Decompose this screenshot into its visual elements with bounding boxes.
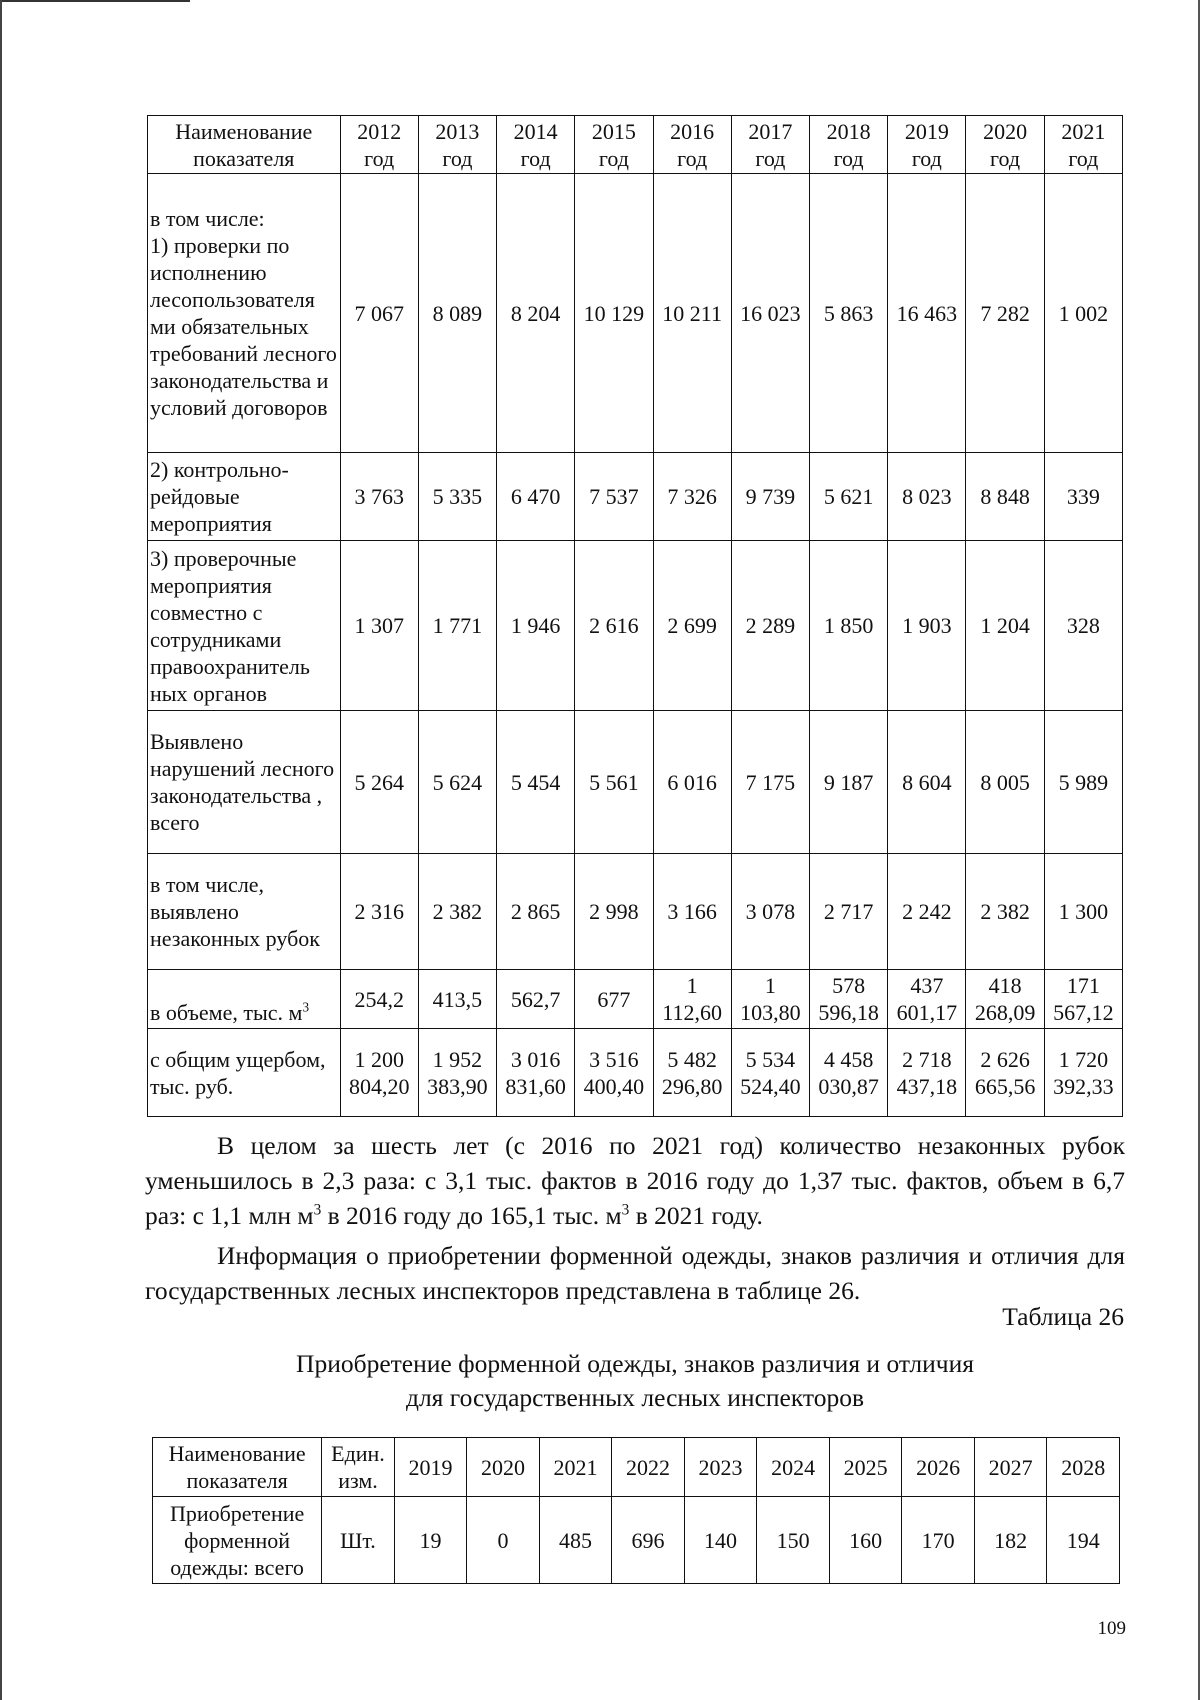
cell-value: 170 — [902, 1497, 975, 1584]
cell-value: 328 — [1044, 541, 1122, 711]
cell-value: 578 596,18 — [809, 970, 887, 1029]
table-row — [148, 970, 1123, 1029]
cell-value: 413,5 — [418, 970, 496, 1029]
row-label: Выявлено нарушений лесного законодательства , всего — [148, 711, 341, 854]
cell-value: 5 454 — [497, 711, 575, 854]
row-label: Приобретение форменной одежды: всего — [153, 1497, 322, 1584]
cell-value: 5 624 — [418, 711, 496, 854]
row-label-text: в объеме, тыс. м — [150, 1000, 303, 1025]
row-label: 2) контрольно-рейдовые мероприятия — [148, 453, 341, 541]
cell-value: 194 — [1047, 1497, 1120, 1584]
uniform-purchase-table — [152, 1437, 1120, 1584]
header-year: 2028 — [1047, 1438, 1120, 1497]
header-year: 2021 год — [1044, 116, 1122, 174]
cell-value: 2 382 — [418, 854, 496, 970]
cell-value: 7 537 — [575, 453, 653, 541]
cell-value: 6 470 — [497, 453, 575, 541]
cell-value: 1 112,60 — [653, 970, 731, 1029]
header-year: 2027 — [974, 1438, 1047, 1497]
cell-value: 7 067 — [340, 174, 418, 453]
cell-value: 2 242 — [888, 854, 966, 970]
table-row — [148, 711, 1123, 854]
scan-edge-left — [0, 0, 2, 1700]
cell-value: 339 — [1044, 453, 1122, 541]
cell-value: 1 300 — [1044, 854, 1122, 970]
table-row — [153, 1497, 1120, 1584]
header-year: 2012 год — [340, 116, 418, 174]
row-label: с общим ущербом, тыс. руб. — [148, 1029, 341, 1117]
cell-value: 182 — [974, 1497, 1047, 1584]
header-year: 2023 — [684, 1438, 757, 1497]
cell-value: 2 289 — [731, 541, 809, 711]
cell-value: 2 998 — [575, 854, 653, 970]
cell-value: 150 — [757, 1497, 830, 1584]
header-year: 2015 год — [575, 116, 653, 174]
info-paragraph: Информация о приобретении форменной одежды, знаков различия и отличия для государственных лесных инспекторов представлена в таблице 26. — [145, 1241, 1125, 1305]
cell-value: 1 720 392,33 — [1044, 1029, 1122, 1117]
cell-value: 418 268,09 — [966, 970, 1044, 1029]
header-year: 2017 год — [731, 116, 809, 174]
cell-value: 6 016 — [653, 711, 731, 854]
cell-value: 437 601,17 — [888, 970, 966, 1029]
page-number: 109 — [1097, 1618, 1126, 1639]
cell-value: 3 016 831,60 — [497, 1029, 575, 1117]
cell-value: 171 567,12 — [1044, 970, 1122, 1029]
header-year: 2024 — [757, 1438, 830, 1497]
cell-value: 485 — [539, 1497, 612, 1584]
table-header-row — [153, 1438, 1120, 1497]
cell-value: 2 626 665,56 — [966, 1029, 1044, 1117]
cell-value: 2 717 — [809, 854, 887, 970]
cell-value: 562,7 — [497, 970, 575, 1029]
cell-value: 677 — [575, 970, 653, 1029]
cell-value: 1 946 — [497, 541, 575, 711]
cell-value: 10 211 — [653, 174, 731, 453]
cell-unit: Шт. — [322, 1497, 395, 1584]
cell-value: 2 718 437,18 — [888, 1029, 966, 1117]
cell-value: 5 335 — [418, 453, 496, 541]
cell-value: 3 078 — [731, 854, 809, 970]
header-year: 2013 год — [418, 116, 496, 174]
table-row — [148, 1029, 1123, 1117]
header-year: 2021 — [539, 1438, 612, 1497]
summary-text-a: В целом за шесть лет (с 2016 по 2021 год) количество незаконных рубок уменьшилось в 2,3 раза: с 3,1 тыс. фактов в 2016 году до 1,37 тыс. фактов, объем в 6,7 раз: с 1,1 млн м — [145, 1131, 1125, 1230]
header-year: 2020 — [467, 1438, 540, 1497]
summary-paragraph — [145, 1128, 1125, 1233]
cell-value: 2 616 — [575, 541, 653, 711]
cell-value: 4 458 030,87 — [809, 1029, 887, 1117]
header-unit: Един. изм. — [322, 1438, 395, 1497]
cell-value: 2 316 — [340, 854, 418, 970]
cell-value: 9 739 — [731, 453, 809, 541]
cell-value: 1 952 383,90 — [418, 1029, 496, 1117]
summary-text-b: в 2016 году до 165,1 тыс. м — [321, 1201, 622, 1230]
table-title — [145, 1347, 1125, 1415]
header-name: Наименование показателя — [148, 116, 341, 174]
violations-table — [147, 115, 1123, 1117]
table-row — [148, 854, 1123, 970]
cell-value: 5 264 — [340, 711, 418, 854]
cell-value: 0 — [467, 1497, 540, 1584]
table-row — [148, 453, 1123, 541]
cell-value: 10 129 — [575, 174, 653, 453]
cell-value: 5 863 — [809, 174, 887, 453]
header-year: 2014 год — [497, 116, 575, 174]
cell-value: 5 989 — [1044, 711, 1122, 854]
superscript: 3 — [313, 1201, 322, 1219]
cell-value: 1 903 — [888, 541, 966, 711]
cell-value: 2 865 — [497, 854, 575, 970]
cell-value: 1 307 — [340, 541, 418, 711]
cell-value: 7 175 — [731, 711, 809, 854]
cell-value: 3 763 — [340, 453, 418, 541]
cell-value: 696 — [612, 1497, 685, 1584]
cell-value: 16 023 — [731, 174, 809, 453]
header-year: 2018 год — [809, 116, 887, 174]
table-row — [148, 541, 1123, 711]
scan-artifact-top — [0, 0, 190, 2]
row-label: 3) проверочные мероприятия совместно с сотрудниками правоохранитель ных органов — [148, 541, 341, 711]
cell-value: 8 204 — [497, 174, 575, 453]
cell-value: 8 089 — [418, 174, 496, 453]
header-year: 2016 год — [653, 116, 731, 174]
header-year: 2019 — [394, 1438, 467, 1497]
row-label — [148, 970, 341, 1029]
cell-value: 2 382 — [966, 854, 1044, 970]
header-year: 2020 год — [966, 116, 1044, 174]
cell-value: 19 — [394, 1497, 467, 1584]
table-number: Таблица 26 — [1002, 1302, 1124, 1331]
cell-value: 254,2 — [340, 970, 418, 1029]
cell-value: 8 023 — [888, 453, 966, 541]
header-year: 2022 — [612, 1438, 685, 1497]
row-label: в том числе, выявлено незаконных рубок — [148, 854, 341, 970]
table-header-row — [148, 116, 1123, 174]
cell-value: 1 850 — [809, 541, 887, 711]
cell-value: 5 482 296,80 — [653, 1029, 731, 1117]
cell-value: 2 699 — [653, 541, 731, 711]
row-label: в том числе: 1) проверки по исполнению лесопользователя ми обязательных требований лесного законодательства и условий договоров — [148, 174, 341, 453]
cell-value: 1 200 804,20 — [340, 1029, 418, 1117]
cell-value: 3 516 400,40 — [575, 1029, 653, 1117]
superscript: 3 — [302, 999, 310, 1015]
header-year: 2025 — [829, 1438, 902, 1497]
cell-value: 1 771 — [418, 541, 496, 711]
table-row — [148, 174, 1123, 453]
cell-value: 5 534 524,40 — [731, 1029, 809, 1117]
cell-value: 7 326 — [653, 453, 731, 541]
cell-value: 8 848 — [966, 453, 1044, 541]
table-title-line: для государственных лесных инспекторов — [405, 1383, 865, 1412]
header-name: Наименование показателя — [153, 1438, 322, 1497]
cell-value: 3 166 — [653, 854, 731, 970]
cell-value: 1 002 — [1044, 174, 1122, 453]
cell-value: 5 561 — [575, 711, 653, 854]
cell-value: 1 103,80 — [731, 970, 809, 1029]
cell-value: 8 005 — [966, 711, 1044, 854]
cell-value: 1 204 — [966, 541, 1044, 711]
cell-value: 7 282 — [966, 174, 1044, 453]
cell-value: 5 621 — [809, 453, 887, 541]
header-year: 2019 год — [888, 116, 966, 174]
superscript: 3 — [621, 1201, 630, 1219]
cell-value: 16 463 — [888, 174, 966, 453]
table-title-line: Приобретение форменной одежды, знаков различия и отличия — [296, 1349, 974, 1378]
cell-value: 9 187 — [809, 711, 887, 854]
cell-value: 8 604 — [888, 711, 966, 854]
cell-value: 140 — [684, 1497, 757, 1584]
summary-text-c: в 2021 году. — [629, 1201, 763, 1230]
header-year: 2026 — [902, 1438, 975, 1497]
cell-value: 160 — [829, 1497, 902, 1584]
